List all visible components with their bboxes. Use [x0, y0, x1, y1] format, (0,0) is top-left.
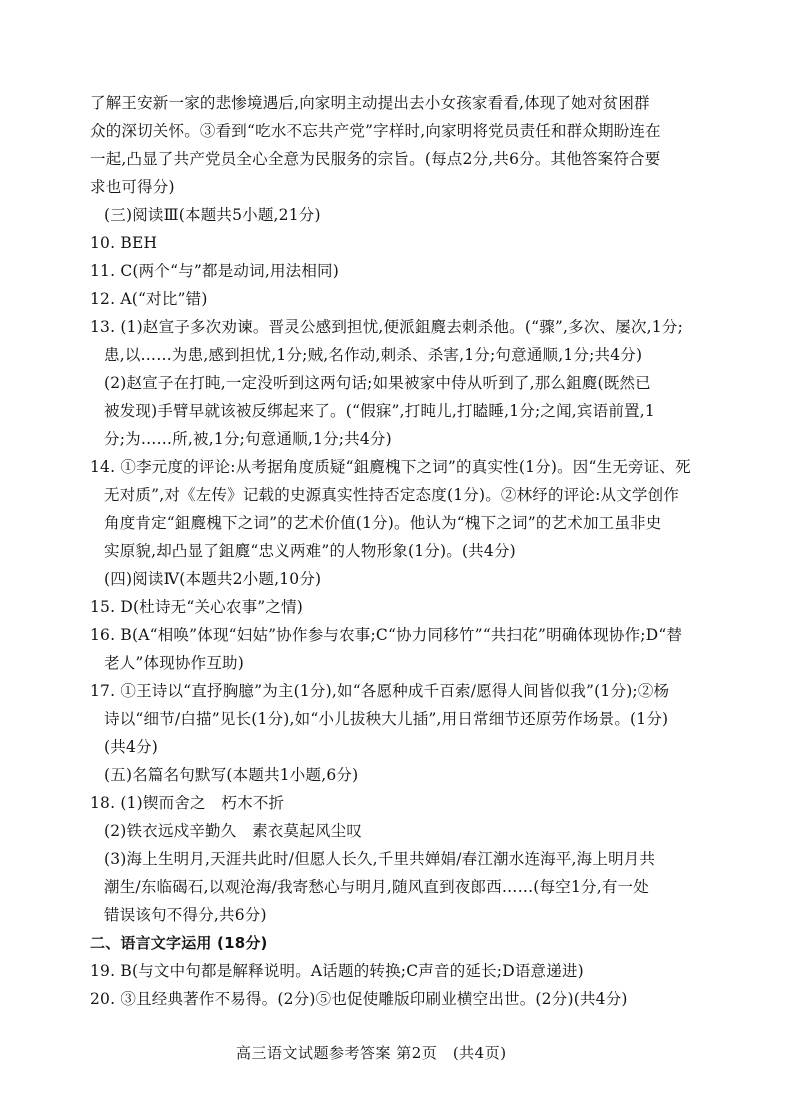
section-heading: (三)阅读Ⅲ(本题共5小题,21分)	[104, 206, 321, 224]
text-line: 角度肯定“鉏麑槐下之词”的艺术价值(1分)。他认为“槐下之词”的艺术加工虽非史	[104, 514, 662, 532]
text-line: 实原貌,却凸显了鉏麑“忠义两难”的人物形象(1分)。(共4分)	[104, 542, 516, 560]
text-line: 被发现)手臂早就该被反绑起来了。(“假寐”,打盹儿,打瞌睡,1分;之闻,宾语前置,1	[104, 402, 655, 420]
text-line: (2)赵宣子在打盹,一定没听到这两句话;如果被家中侍从听到了,那么鉏麑(既然已	[104, 374, 651, 392]
answer-12: 12. A(“对比”错)	[90, 290, 208, 308]
text-line: 一起,凸显了共产党员全心全意为民服务的宗旨。(每点2分,共6分。其他答案符合要	[90, 150, 661, 168]
answer-18: 18. (1)锲而舍之 朽木不折	[90, 794, 285, 812]
text-line: 错误该句不得分,共6分)	[104, 906, 267, 924]
text-line: 众的深切关怀。③看到“吃水不忘共产党”字样时,向家明将党员责任和群众期盼连在	[90, 122, 661, 140]
text-line: 诗以“细节/白描”见长(1分),如“小儿拔秧大儿插”,用日常细节还原劳作场景。(1分)	[104, 710, 669, 728]
answer-19: 19. B(与文中句都是解释说明。A话题的转换;C声音的延长;D语意递进)	[90, 962, 584, 980]
text-line: 无对质”,对《左传》记载的史源真实性持否定态度(1分)。②林纾的评论:从文学创作	[104, 486, 680, 504]
text-line: 了解王安新一家的悲惨境遇后,向家明主动提出去小女孩家看看,体现了她对贫困群	[90, 94, 650, 112]
answer-17: 17. ①王诗以“直抒胸臆”为主(1分),如“各愿种成千百索/愿得人间皆似我”(1分);②杨	[90, 682, 670, 700]
text-line: 分;为……所,被,1分;句意通顺,1分;共4分)	[104, 430, 392, 448]
text-line: (3)海上生明月,天涯共此时/但愿人长久,千里共婵娟/春江潮水连海平,海上明月共	[104, 850, 656, 868]
section-heading: (五)名篇名句默写(本题共1小题,6分)	[104, 766, 359, 784]
section-heading: (四)阅读Ⅳ(本题共2小题,10分)	[104, 570, 322, 588]
text-line: (共4分)	[104, 738, 158, 756]
answer-14: 14. ①李元度的评论:从考据角度质疑“鉏麑槐下之词”的真实性(1分)。因“生无旁证、死	[90, 458, 691, 476]
answer-20: 20. ③且经典著作不易得。(2分)⑤也促使雕版印刷业横空出世。(2分)(共4分)	[90, 990, 628, 1008]
answer-16: 16. B(A“相唤”体现“妇姑”协作参与农事;C“协力同移竹”“共扫花”明确体现协作;D“替	[90, 626, 683, 644]
text-line: 患,以……为患,感到担忧,1分;贼,名作动,刺杀、杀害,1分;句意通顺,1分;共4分)	[104, 346, 643, 364]
text-line: 潮生/东临碣石,以观沧海/我寄愁心与明月,随风直到夜郎西……(每空1分,有一处	[104, 878, 649, 896]
part-heading: 二、语言文字运用 (18分)	[90, 934, 268, 952]
text-line: 老人”体现协作互助)	[104, 654, 244, 672]
text-line: (2)铁衣远戍辛勤久 素衣莫起风尘叹	[104, 822, 363, 840]
answer-13: 13. (1)赵宣子多次劝谏。晋灵公感到担忧,便派鉏麑去刺杀他。(“骤”,多次、屡次,1分;	[90, 318, 683, 336]
answer-11: 11. C(两个“与”都是动词,用法相同)	[90, 262, 340, 280]
answer-15: 15. D(杜诗无“关心农事”之情)	[90, 598, 304, 616]
page-footer: 高三语文试题参考答案 第2页 (共4页)	[236, 1044, 507, 1062]
text-line: 求也可得分)	[90, 178, 175, 196]
answer-10: 10. BEH	[90, 234, 158, 252]
